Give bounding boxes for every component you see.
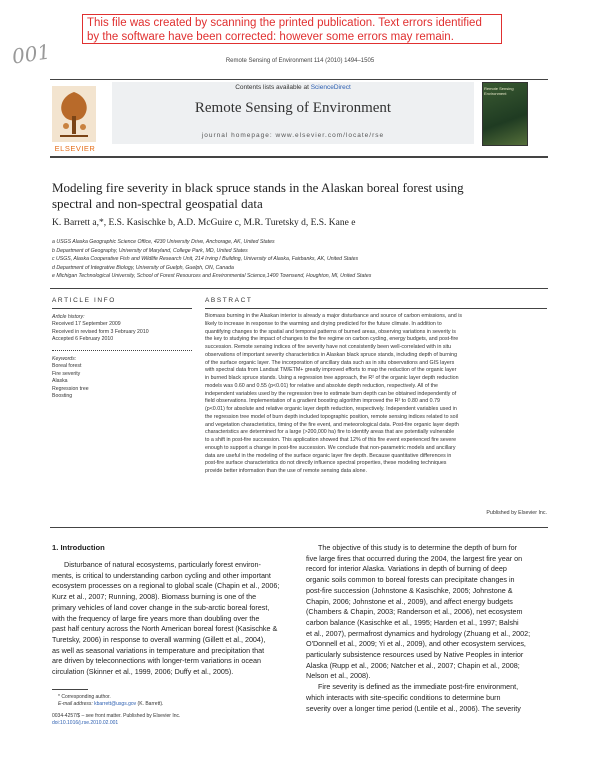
article-history [52, 314, 192, 344]
body-line: ments, is critical to understanding carbon cycling and other important [52, 570, 271, 580]
journal-title: Remote Sensing of Environment [194, 100, 392, 116]
email-link[interactable]: kbarrett@usgs.gov [94, 701, 137, 707]
corresponding-author-note: * Corresponding author. [58, 694, 111, 700]
article-history-label: Article history: [52, 314, 85, 320]
history-item: Accepted 6 February 2010 [52, 336, 114, 343]
keyword-item: Alaska [52, 378, 68, 385]
body-line: five large fires that occurred during the 2004, the largest fire year on [306, 553, 523, 563]
scan-notice-line-1: This file was created by scanning the printed publication. Text errors identified [87, 17, 482, 29]
email-label: E-mail address: [58, 701, 95, 707]
abstract-line: characteristics are determined for a large (>200,000 ha) fire to identify areas that are potentially vulnerable [205, 429, 455, 436]
body-line: as well as seasonal variations in temperature and precipitation that [52, 645, 265, 655]
affiliation-item: a USGS Alaska Geographic Science Office, 4230 University Drive, Anchorage, AK, United States [52, 239, 275, 245]
keyword-item: Boosting [52, 393, 73, 400]
abstract-line: and vegetation characteristics, timing of the fire event, and meteorological data. Post-fire organic layer depth [205, 421, 459, 428]
body-line: circulation (Skinner et al., 1999, 2006; Duffy et al., 2005). [52, 667, 234, 677]
footnotes [52, 694, 294, 727]
issn-note: 0034-4257/$ – see front matter. Published by Elsevier Inc. [52, 713, 181, 719]
header-divider-rule [50, 288, 548, 289]
keyword-item: Fire severity [52, 370, 81, 377]
article-title-line-2: spectral and non-spectral geospatial data [52, 196, 263, 211]
keywords-label: Keywords: [52, 356, 77, 362]
body-line: are driven by teleconnections with longer-term variations in ocean [52, 656, 261, 666]
body-line: et al., 2007), permafrost dynamics and hydrology (Zhuang et al., 2002; [306, 628, 531, 638]
article-title-line-1: Modeling fire severity in black spruce stands in the Alaskan boreal forest using [52, 180, 464, 195]
email-note [52, 701, 294, 708]
contents-prefix: Contents lists available at [235, 84, 311, 91]
abstract-line: observations of important severity characteristics in Alaskan black spruce stands, including depth of burning [205, 351, 458, 358]
section-heading-introduction: 1. Introduction [52, 543, 105, 552]
affiliation-item: e Michigan Technological University, School of Forest Resources and Environmental Science,1400 Townsend, Houghton, MI, United States [52, 273, 372, 280]
abstract-line: enough to support a change in post-fire succession. We conclude that non-parametric models and ancillary [205, 444, 456, 451]
abstract-line: succession. Remote sensing indices of fire severity have not consistently been well-correlated with in situ [205, 344, 452, 350]
publisher-logo-text: ELSEVIER [54, 144, 96, 153]
body-line: Fire severity is defined as the immediate post-fire environment, [318, 682, 519, 692]
affiliation-item: d Department of Integrative Biology, University of Guelph, Guelph, ON, Canada [52, 264, 234, 271]
body-line: Disturbance of natural ecosystems, particularly forest environ- [64, 560, 261, 569]
journal-cover-title: Remote Sensing Environment [484, 86, 514, 96]
body-line: (Chambers & Chapin, 2003; Randerson et al., 2006), net ecosystem [306, 607, 523, 617]
keyword-item: Regression tree [52, 385, 89, 392]
body-line: organic soils common to boreal forests can precipitate changes in [306, 575, 515, 585]
affiliation-item: c USGS, Alaska Cooperative Fish and Wildlife Research Unit, 214 Irving I Building, University of Alaska, Fairbanks, AK, United States [52, 256, 359, 263]
history-item: Received 17 September 2009 [52, 321, 121, 328]
body-line: primary vehicles of land cover change in the sub-arctic boreal forest, [52, 602, 270, 612]
body-line: carbon balance (Kasischke et al., 1995; Harden et al., 1997; Balshi [306, 617, 519, 627]
body-line: Turetsky, 2006) in response to overall warming (Gillett et al., 2004), [52, 634, 266, 644]
body-line: severity over a longer time period (Lentile et al., 2006). The severity [306, 703, 521, 713]
history-item: Received in revised form 3 February 2010 [52, 328, 149, 335]
footnote-rule [52, 689, 88, 690]
body-line: The objective of this study is to determine the depth of burn for [318, 543, 517, 552]
abstract-publisher: Published by Elsevier Inc. [486, 510, 547, 516]
abstract-line: Biomass burning in the Alaskan interior is already a major disturbance and source of carbon emissions, and is [205, 313, 463, 319]
abstract-line: likely to increase in response to the warming and drying predicted for the future climate. In addition to [205, 320, 442, 327]
abstract-line: independent variables used by the regression tree to estimate burn depth can be obtained independently of [205, 390, 457, 397]
body-line: past half century across the North American boreal forest (Kasischke & [52, 624, 278, 634]
doi-link[interactable]: doi:10.1016/j.rse.2010.02.001 [52, 720, 119, 726]
abstract-line: models was 0.60 and 0.55 (p<0.01) for relative and absolute depth reduction, respectively. All of the [205, 382, 438, 389]
masthead-top-rule [50, 79, 548, 80]
abstract-line: quantifying changes to the spatial and temporal patterns of burned areas, observing variations in severity is [205, 328, 456, 335]
abstract-heading: ABSTRACT [205, 297, 253, 304]
abstract-line: post-fire surface characteristics do not directly influence spectral properties, these modeling techniques [205, 460, 447, 467]
abstract-line: (p<0.01) for absolute and relative organic layer depth reduction, respectively. Independent variables used in [205, 406, 457, 412]
contents-line [112, 84, 474, 91]
sciencedirect-link[interactable]: ScienceDirect [310, 84, 351, 91]
abstract-line: of the surface organic layer. The incorporation of ancillary data such as in situ observations and GIS layers [205, 359, 455, 366]
abstract-line: with spectral data from Landsat TM/ETM+ greatly improved efforts to map the reduction of the organic layer [205, 367, 457, 374]
keyword-item: Boreal forest [52, 363, 82, 370]
body-line: record for interior Alaska. Variations in depth of burning of deep [306, 564, 507, 574]
body-line: which interacts with site-specific conditions to determine burn [306, 692, 501, 702]
abstract-line: to a shift in post-fire succession. This application showed that 12% of this fire event experienced fire severe [205, 437, 457, 443]
abstract-line: provide better information than the use of remote sensing data alone. [205, 468, 367, 474]
body-line: post-fire succession (Johnstone & Kasischke, 2005; Johnstone & [306, 585, 513, 595]
journal-citation: Remote Sensing of Environment 114 (2010) 1494–1505 [225, 58, 375, 64]
body-line: Kurz et al., 2007; Running, 2008). Biomass burning is one of the [52, 592, 257, 602]
article-info-rule [52, 308, 192, 309]
abstract-line: in burned black spruce stands. Using a regression tree approach, the R² of the organic layer depth reduction [205, 375, 459, 381]
intro-right-column [306, 543, 548, 714]
body-line: Chapin, 2006; Johnstone et al., 2009), and affect energy budgets [306, 596, 513, 606]
article-title [52, 180, 552, 212]
masthead-bottom-rule [50, 156, 548, 158]
body-line: with the frequency of large fire years more than doubling over the [52, 613, 260, 623]
scan-notice [82, 14, 502, 44]
handwritten-mark: 001 [10, 39, 52, 69]
abstract-body [205, 313, 547, 476]
abstract-line: data are useful in the modeling of the surface organic layer fire depth. Because quantitative differences in [205, 452, 452, 459]
journal-homepage[interactable]: journal homepage: www.elsevier.com/locate/rse [201, 132, 385, 139]
article-info-divider [52, 350, 192, 351]
abstract-rule [205, 308, 547, 309]
abstract-line: the key to studying the impact of changes to the fire regime on carbon cycling, energy budgets, and post-fire [205, 336, 459, 343]
affiliations [52, 238, 552, 281]
intro-left-column [52, 560, 294, 678]
body-line: ecosystem processes on a regional to global scale (Chapin et al., 2006; [52, 581, 280, 591]
scan-notice-line-2: by the software have been corrected: however some errors may remain. [87, 31, 454, 43]
body-line: particularly subsistence resources used by Native Peoples in interior [306, 650, 524, 660]
abstract-bottom-rule [50, 527, 548, 528]
email-suffix: (K. Barrett). [136, 701, 164, 707]
body-line: Alaska (Rupp et al., 2006; Natcher et al., 2007; Chapin et al., 2008; [306, 660, 520, 670]
article-info-heading: ARTICLE INFO [52, 297, 116, 304]
keywords [52, 356, 192, 400]
author-list: K. Barrett a,*, E.S. Kasischke b, A.D. McGuire c, M.R. Turetsky d, E.S. Kane e [52, 218, 356, 228]
abstract-line: the regression tree model of burn depth included topographic position, remote sensing indices related to soil [205, 413, 458, 420]
body-line: O'Donnell et al., 2009; Yi et al., 2009), and other ecosystem services, [306, 639, 526, 649]
abstract-line: field observations. Implementation of a gradient boosting algorithm improved the R² to 0.80 and 0.79 [205, 398, 440, 405]
body-line: Nelson et al., 2008). [306, 671, 371, 681]
elsevier-tree-logo-icon [52, 86, 96, 142]
affiliation-item: b Department of Geography, University of Maryland, College Park, MD, United States [52, 247, 248, 254]
